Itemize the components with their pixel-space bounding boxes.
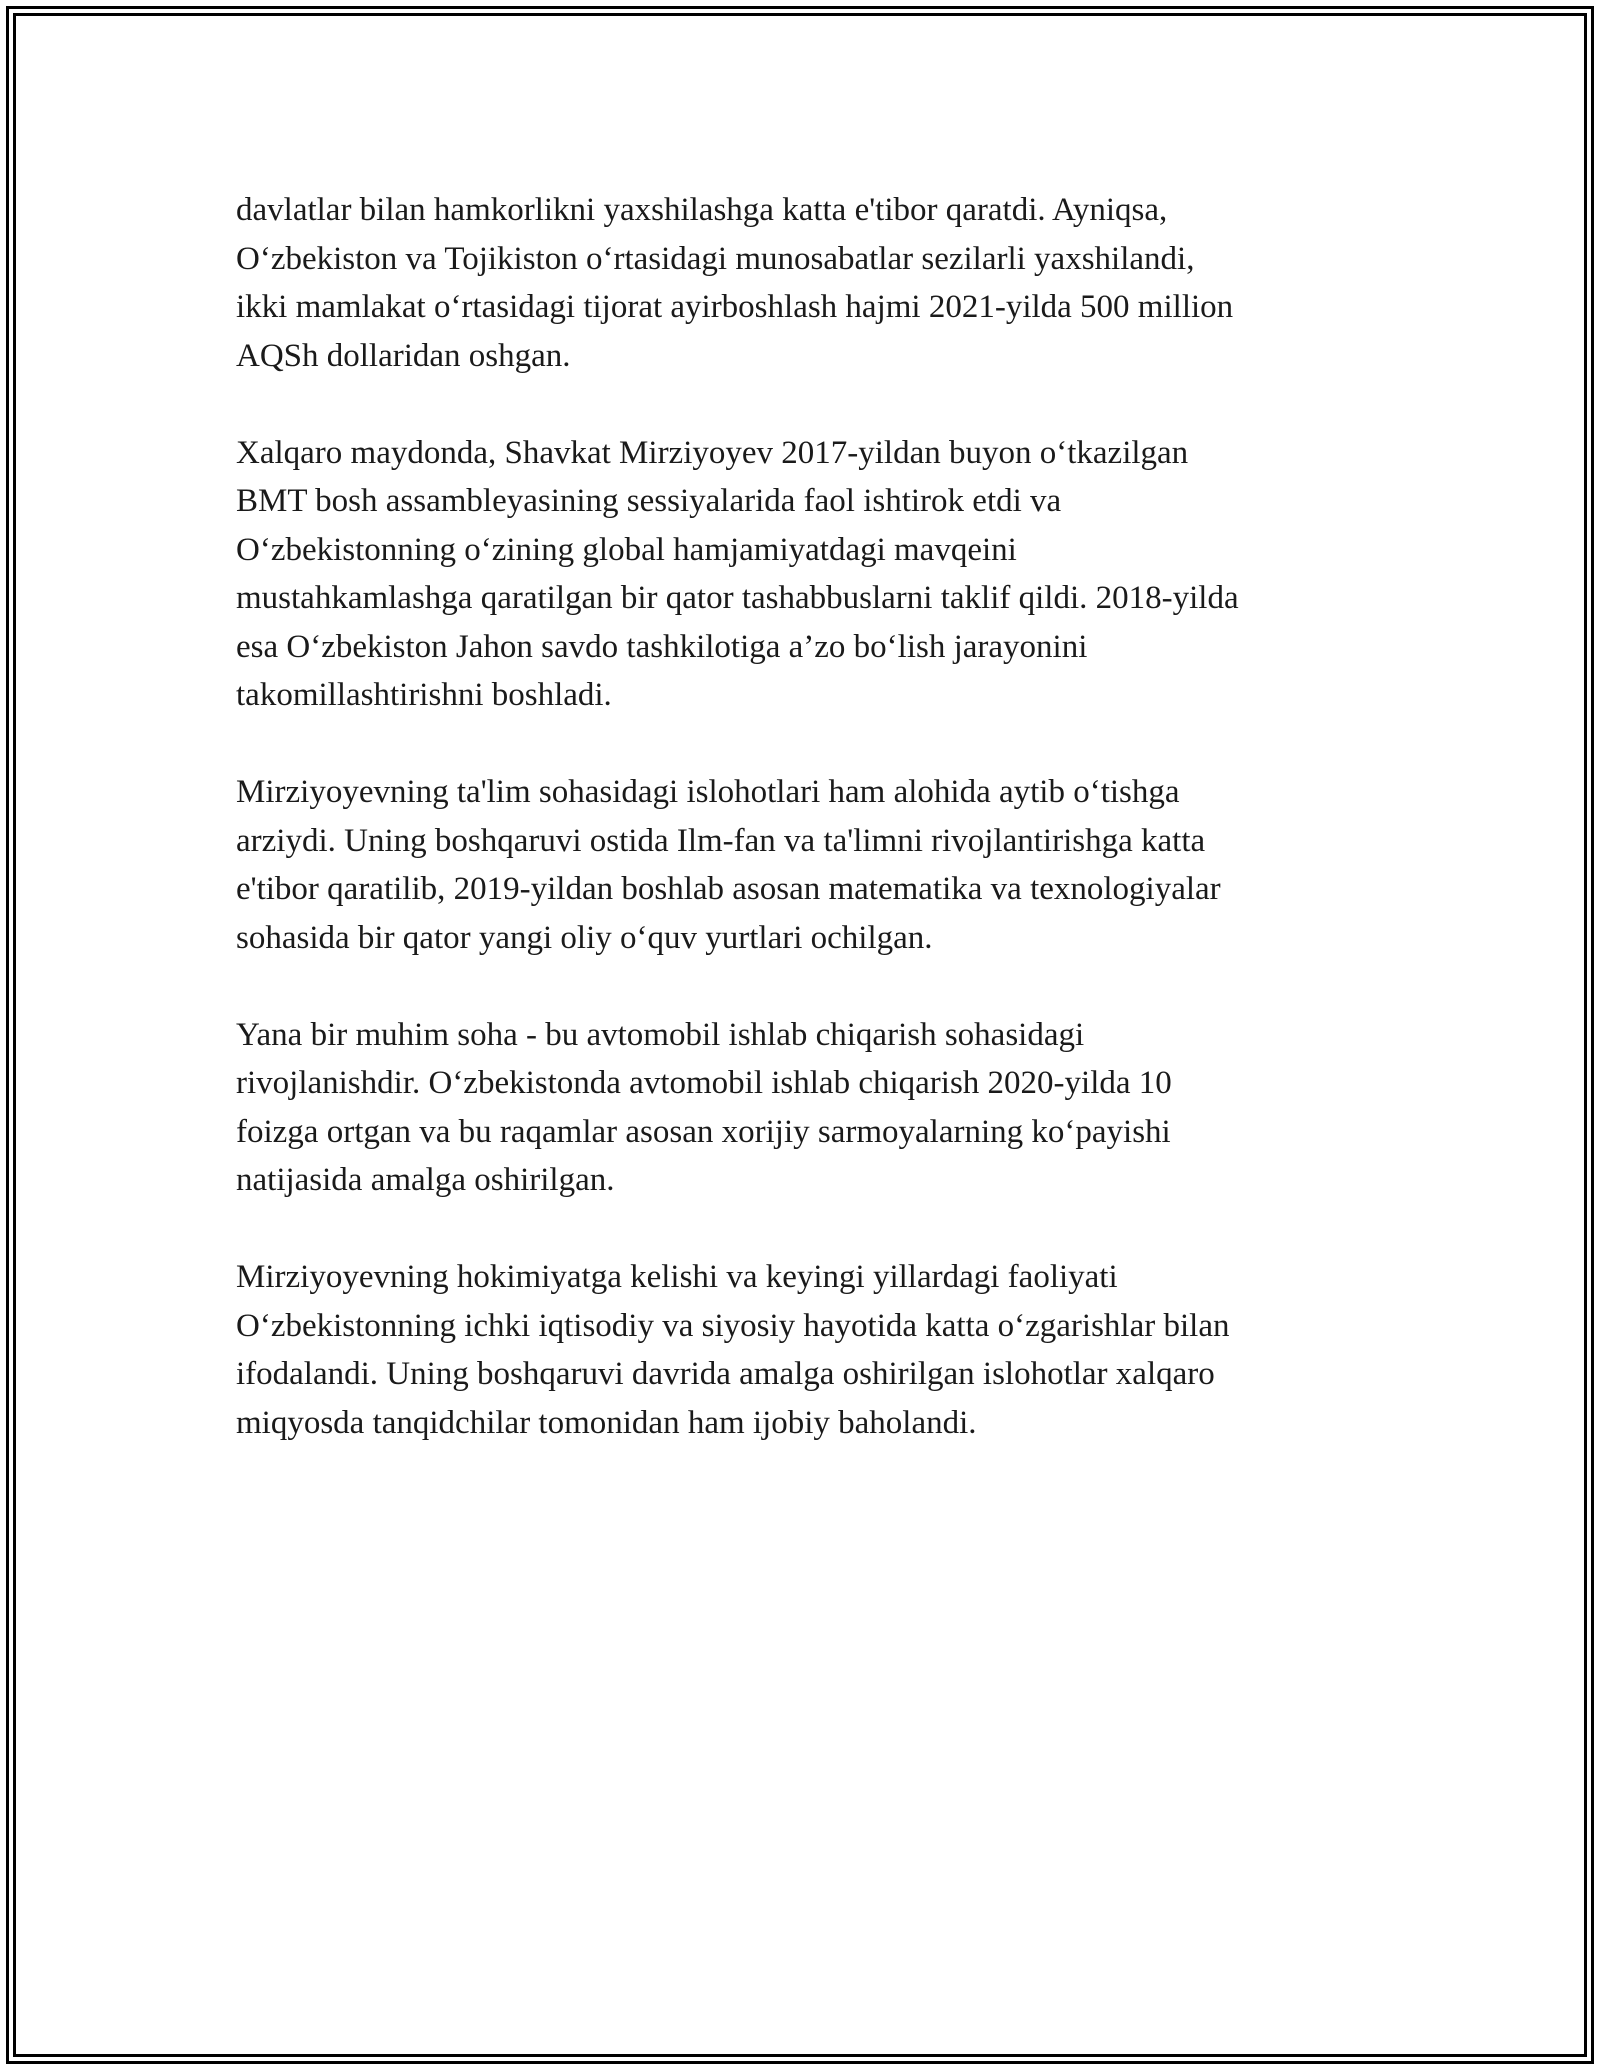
text-line: e'tibor qaratilib, 2019-yildan boshlab asosan matematika va texnologiyalar	[236, 871, 1221, 907]
paragraph-4	[236, 1011, 1366, 1205]
text-line: arziydi. Uning boshqaruvi ostida Ilm-fan va ta'limni rivojlantirishga katta	[236, 822, 1206, 859]
text-line: AQSh dollaridan oshgan.	[236, 337, 571, 374]
paragraph-2	[236, 429, 1366, 720]
text-line: foizga ortgan va bu raqamlar asosan xorijiy sarmoyalarning ko‘payishi	[236, 1113, 1171, 1150]
paragraph-1	[236, 186, 1366, 380]
text-line: O‘zbekistonning o‘zining global hamjamiyatdagi mavqeini	[236, 531, 1017, 568]
text-line: Yana bir muhim soha - bu avtomobil ishlab chiqarish sohasidagi	[236, 1016, 1085, 1053]
text-line: Xalqaro maydonda, Shavkat Mirziyoyev 2017-yildan buyon o‘tkazilgan	[236, 434, 1189, 471]
text-line: miqyosda tanqidchilar tomonidan ham ijobiy baholandi.	[236, 1404, 977, 1441]
text-line: O‘zbekiston va Tojikiston o‘rtasidagi munosabatlar sezilarli yaxshilandi,	[236, 240, 1195, 277]
paragraph-5	[236, 1253, 1366, 1447]
text-line: natijasida amalga oshirilgan.	[236, 1162, 615, 1198]
text-line: ifodalandi. Uning boshqaruvi davrida amalga oshirilgan islohotlar xalqaro	[236, 1356, 1215, 1392]
paragraph-3	[236, 768, 1366, 962]
text-line: mustahkamlashga qaratilgan bir qator tashabbuslarni taklif qildi. 2018-yilda	[236, 580, 1239, 616]
text-line: Mirziyoyevning hokimiyatga kelishi va keyingi yillardagi faoliyati	[236, 1259, 1118, 1295]
text-line: BMT bosh assambleyasining sessiyalarida faol ishtirok etdi va	[236, 483, 1062, 519]
text-line: davlatlar bilan hamkorlikni yaxshilashga katta e'tibor qaratdi. Ayniqsa,	[236, 192, 1168, 228]
text-line: Mirziyoyevning ta'lim sohasidagi islohotlari ham alohida aytib o‘tishga	[236, 774, 1180, 810]
text-line: esa O‘zbekiston Jahon savdo tashkilotiga a’zo bo‘lish jarayonini	[236, 628, 1088, 665]
text-line: ikki mamlakat o‘rtasidagi tijorat ayirboshlash hajmi 2021-yilda 500 million	[236, 289, 1234, 325]
text-line: O‘zbekistonning ichki iqtisodiy va siyosiy hayotida katta o‘zgarishlar bilan	[236, 1307, 1230, 1344]
text-line: rivojlanishdir. O‘zbekistonda avtomobil ishlab chiqarish 2020-yilda 10	[236, 1065, 1172, 1101]
document-body	[236, 186, 1366, 1496]
text-line: takomillashtirishni boshladi.	[236, 677, 612, 713]
text-line: sohasida bir qator yangi oliy o‘quv yurtlari ochilgan.	[236, 919, 933, 956]
